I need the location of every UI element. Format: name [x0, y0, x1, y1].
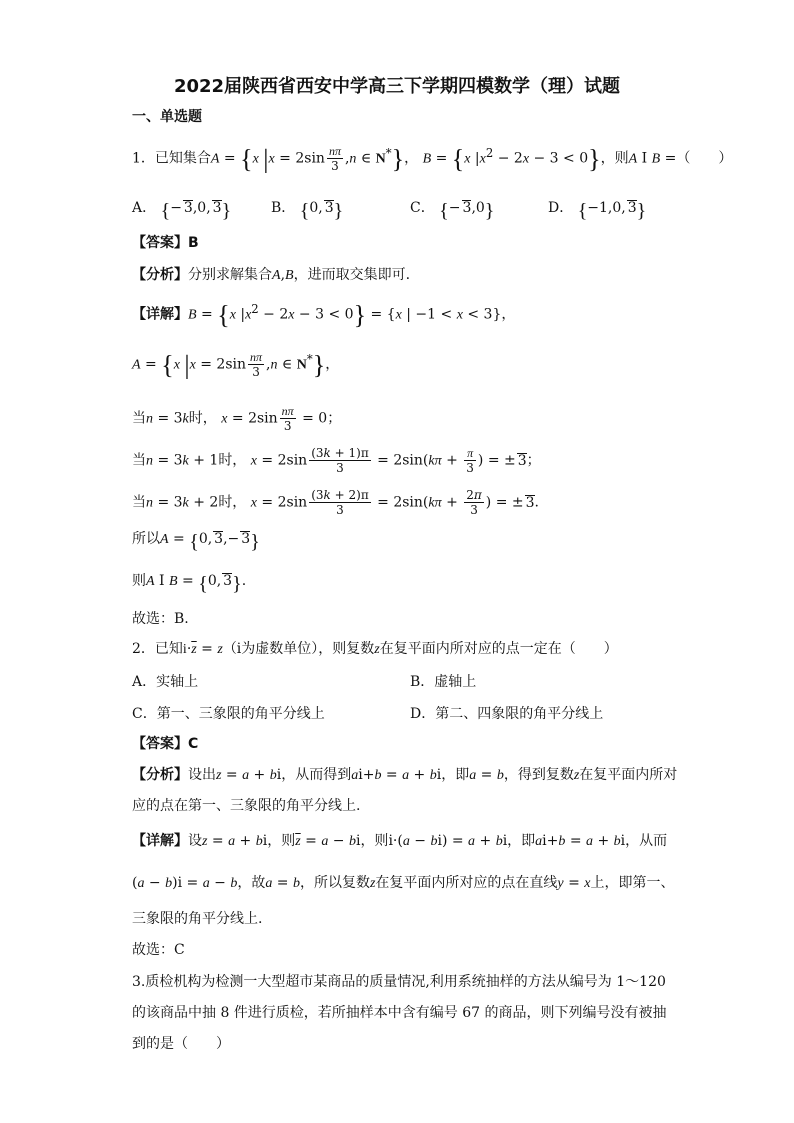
q1-case-1: 当n = 3k时， x = 2sin $\frac{n\pi}{3}$ = 0； — [132, 404, 342, 433]
q1-choose: 故选：B. — [132, 611, 189, 627]
q2-option-a: A．实轴上 — [132, 674, 199, 690]
q1-analysis: 【分析】分别求解集合A,B，进而取交集即可. — [132, 267, 411, 283]
q2-analysis-line2: 应的点在第一、三象限的角平分线上. — [132, 798, 361, 814]
q1-stem-prefix: 1．已知集合 — [132, 150, 211, 167]
q2-option-c: C．第一、三象限的角平分线上 — [132, 706, 325, 722]
page-title: 2022届陕西省西安中学高三下学期四模数学（理）试题 — [173, 76, 621, 97]
q1-answer: 【答案】B — [132, 235, 199, 251]
q1-option-c: C． {− 3,0} — [410, 200, 495, 222]
q1-stem-then: ，则 — [600, 150, 629, 167]
q2-analysis: 【分析】设出z = a + bi，从而得到ai+b = a + bi，即a = b，得到复数z在复平面内所对 — [132, 767, 678, 783]
q2-detail-line3: 三象限的角平分线上. — [132, 911, 263, 927]
q1-case-2: 当n = 3k + 1时， x = 2sin $\frac{(3k + 1)\pi}{3}$ = 2sin(kπ + $\frac{\pi}{3}$ ) = ± 3； — [132, 446, 541, 475]
q2-option-d: D．第二、四象限的角平分线上 — [410, 706, 604, 722]
q2-answer: 【答案】C — [132, 736, 199, 752]
q1-option-a: A． {− 3,0, 3} — [132, 200, 232, 222]
q1-option-b: B． {0, 3} — [271, 200, 344, 222]
section-heading: 一、单选题 — [132, 109, 202, 125]
q1-stem: 1．已知集合A = {x |x = 2sin $\frac{n\pi}{3}$ ,n ∈ N*}， B = {x $|x^2 - 2x - 3 < 0$}，则A I B =（ ） — [132, 144, 733, 174]
q3-stem-line3: 到的是（ ） — [132, 1036, 230, 1052]
q2-option-b: B．虚轴上 — [410, 674, 477, 690]
q3-stem-line1: 3.质检机构为检测一大型超市某商品的质量情况,利用系统抽样的方法从编号为 1～120 — [132, 974, 666, 990]
q2-stem: 2．已知$i\cdot\overline{z} = z(i$为虚数单位），则复数z在复平面内所对应的点一定在（ ） — [132, 641, 618, 657]
q1-stem-sep: ， — [404, 150, 419, 167]
q1-option-d: D． {−1,0, 3} — [548, 200, 647, 222]
q1-detail-a: A = {x |x = 2sin $\frac{n\pi}{3}$ ,n ∈ N*}， — [132, 350, 340, 380]
q1-then: 则A I B = {0, 3}. — [132, 573, 247, 595]
q2-detail-line2: (a − b)i = a − b，故a = b，所以复数z在复平面内所对应的点在直线y = x上，即第一、 — [132, 875, 675, 891]
q2-choose: 故选：C — [132, 942, 185, 958]
q1-stem-end: （ ） — [676, 150, 733, 167]
q1-detail-b: 【详解】B = {x $|x^2 - 2x - 3 < 0\} = \{x$ | −1 < x < 3}， — [132, 300, 516, 330]
q1-so-a: 所以A = {0, 3,− 3} — [132, 531, 260, 553]
q1-case-3: 当n = 3k + 2时， x = 2sin $\frac{(3k + 2)\pi}{3}$ = 2sin(kπ + $\frac{2\pi}{3}$ ) = ± 3. — [132, 488, 539, 517]
q2-detail: 【详解】设z = a + bi，则$\overline{z} = a$ − bi，则i·(a − bi) = a + bi，即ai+b = a + bi，从而 — [132, 833, 668, 849]
q3-stem-line2: 的该商品中抽 8 件进行质检，若所抽样本中含有编号 67 的商品，则下列编号没有被抽 — [132, 1005, 667, 1021]
